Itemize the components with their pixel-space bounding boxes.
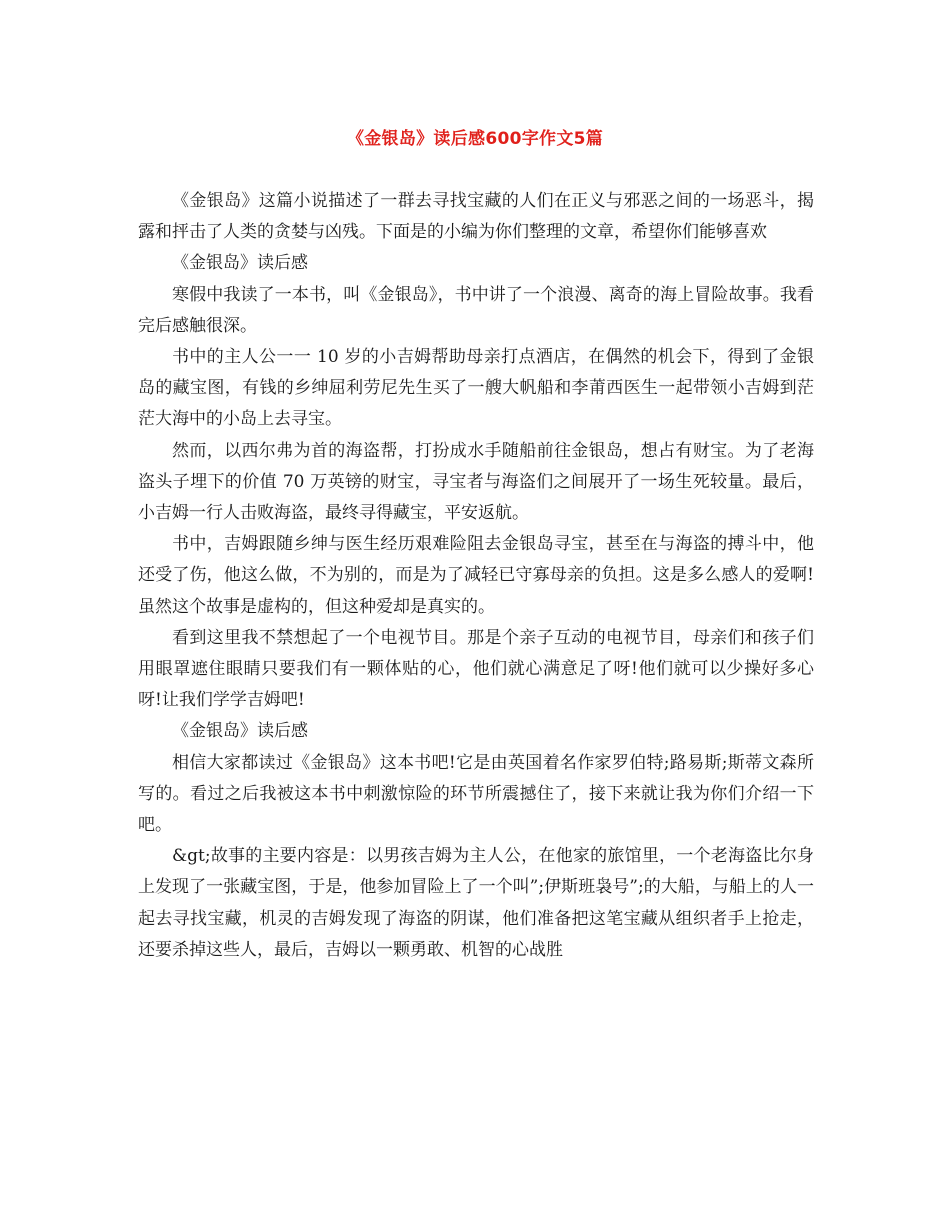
section-heading: 《金银岛》读后感 bbox=[172, 253, 308, 274]
paragraph: 看到这里我不禁想起了一个电视节目。那是个亲子互动的电视节目，母亲们和孩子们用眼罩遮住眼睛只要我们有一颗体贴的心，他们就心满意足了呀!他们就可以少操好多心呀!让我们学学吉姆吧! bbox=[138, 627, 814, 711]
paragraph: 寒假中我读了一本书，叫《金银岛》，书中讲了一个浪漫、离奇的海上冒险故事。我看完后感触很深。 bbox=[138, 284, 814, 336]
paragraph: 书中，吉姆跟随乡绅与医生经历艰难险阻去金银岛寻宝，甚至在与海盗的搏斗中，他还受了伤，他这么做，不为别的，而是为了减轻已守寡母亲的负担。这是多么感人的爱啊!虽然这个故事是虚构的，但这种爱却是真实的。 bbox=[138, 534, 814, 617]
paragraph: &gt;故事的主要内容是：以男孩吉姆为主人公，在他家的旅馆里，一个老海盗比尔身上发现了一张藏宝图，于是，他参加冒险上了一个叫”;伊斯班袅号”;的大船，与船上的人一起去寻找宝藏，机灵的吉姆发现了海盗的阴谋，他们准备把这笔宝藏从组织者手上抢走，还要杀掉这些人，最后，吉姆以一颗勇敢、机智的心战胜 bbox=[138, 846, 814, 960]
paragraph-intro: 《金银岛》这篇小说描述了一群去寻找宝藏的人们在正义与邪恶之间的一场恶斗，揭露和抨击了人类的贪婪与凶残。下面是的小编为你们整理的文章，希望你们能够喜欢 bbox=[138, 191, 814, 243]
document-title: 《金银岛》读后感600字作文5篇 bbox=[346, 129, 604, 149]
section-heading: 《金银岛》读后感 bbox=[172, 721, 308, 742]
paragraph: 相信大家都读过《金银岛》这本书吧!它是由英国着名作家罗伯特;路易斯;斯蒂文森所写的。看过之后我被这本书中刺激惊险的环节所震撼住了，接下来就让我为你们介绍一下吧。 bbox=[138, 752, 814, 836]
paragraph: 书中的主人公一一 10 岁的小吉姆帮助母亲打点酒店，在偶然的机会下，得到了金银岛的藏宝图，有钱的乡绅屈利劳尼先生买了一艘大帆船和李莆西医生一起带领小吉姆到茫茫大海中的小岛上去寻宝。 bbox=[138, 347, 814, 430]
paragraph: 然而，以西尔弗为首的海盗帮，打扮成水手随船前往金银岛，想占有财宝。为了老海盗头子埋下的价值 70 万英镑的财宝，寻宝者与海盗们之间展开了一场生死较量。最后，小吉姆一行人击败海盗，最终寻得藏宝，平安返航。 bbox=[138, 440, 814, 524]
document-body bbox=[138, 186, 814, 966]
